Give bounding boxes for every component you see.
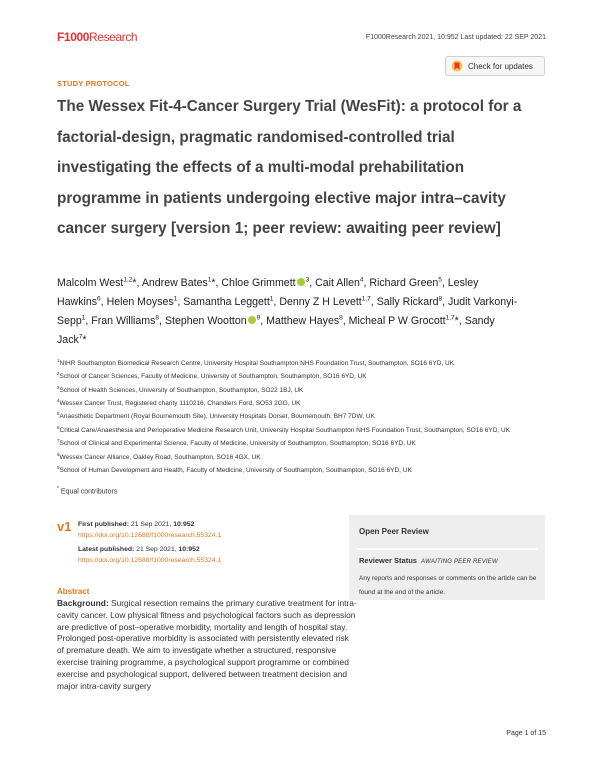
author-name: Micheal P W Grocott (348, 314, 446, 327)
author-separator: , (85, 314, 92, 327)
author-name: Malcolm West (57, 277, 124, 289)
affiliation-number: 2 (57, 371, 60, 377)
version-label: v1 (57, 519, 72, 534)
page-number: Page 1 of 15 (506, 730, 546, 737)
affiliation-number: 9 (57, 464, 60, 470)
affiliation (57, 356, 547, 369)
affiliation-text: School of Health Sciences, University of Southampton, Southampton, SO22 1BJ, UK (59, 386, 304, 394)
journal-logo[interactable] (57, 30, 137, 44)
author[interactable] (91, 315, 165, 327)
author[interactable] (266, 315, 349, 327)
affiliation-number: 4 (57, 398, 60, 404)
author-separator: , (342, 314, 349, 327)
article-meta: F1000Research 2021, 10:952 Last updated: 22 SEP 2021 (365, 34, 546, 41)
affiliation-text: Anaesthetic Department (Royal Bournemouth Site), University Hospitals Dorset, Bournemouth, BH7 7DW, UK (59, 413, 375, 421)
author-name: Andrew Bates (141, 277, 208, 289)
abstract-background-label: Background: (57, 598, 109, 608)
author-name: Samantha Leggett (183, 295, 270, 308)
author-separator: , (260, 314, 267, 327)
author-separator: , (442, 295, 449, 308)
author-name: Chloe Grimmett (221, 277, 296, 289)
author-affiliation-ref: 8 (339, 314, 343, 322)
author-affiliation-ref: 8 (438, 295, 443, 303)
author-name: Sally Rickard (376, 295, 439, 308)
open-peer-review-panel (349, 515, 545, 600)
logo-f1000: F1000 (57, 30, 90, 44)
author[interactable] (279, 296, 376, 308)
reviewer-status (359, 556, 498, 565)
author[interactable] (349, 315, 465, 327)
first-published-date: 21 Sep 2021, (128, 521, 174, 528)
latest-published (78, 546, 200, 553)
first-published-label: First published: (78, 521, 129, 528)
affiliation-number: 8 (57, 451, 60, 457)
affiliation-text: Critical Care/Anaesthesia and Perioperative Medicine Research Unit, University Hospital Southampton NHS Foundation Trust, Southampton, SO16 6YD, UK (59, 426, 511, 434)
affiliation-text: Wessex Cancer Trust, Registered charity 1110216, Chandlers Ford, SO53 2GG, UK (59, 400, 301, 408)
orcid-icon[interactable] (297, 278, 305, 286)
latest-doi-link[interactable]: https://doi.org/10.12688/f1000research.55324.1 (78, 557, 222, 564)
affiliation-text: Wessex Cancer Alliance, Oakley Road, Southampton, SO16 4GX, UK (59, 453, 261, 461)
author-name: Stephen Wootton (164, 314, 247, 327)
bookmark-icon (451, 60, 463, 72)
author-name: Lesley Hawkins (57, 277, 479, 308)
author-separator: , (441, 277, 448, 289)
affiliation-text: NIHR Southampton Biomedical Research Centre, University Hospital Southampton NHS Foundation Trust, Southampton, SO16 6YD, UK (59, 360, 455, 368)
reviewer-status-label: Reviewer Status (359, 556, 417, 565)
author-separator: , (159, 314, 165, 327)
author-affiliation-ref: 1 (269, 295, 274, 303)
logo-research: Research (89, 30, 138, 44)
author-affiliation-ref: 6 (97, 295, 101, 303)
author-name: Judit Varkonyi-Sepp (57, 295, 518, 327)
asterisk: * (57, 486, 59, 492)
author[interactable] (183, 296, 279, 308)
author-name: Denny Z H Levett (279, 295, 362, 308)
affiliation (57, 369, 547, 382)
affiliation-list (57, 356, 547, 476)
abstract-heading: Abstract (57, 587, 90, 596)
latest-published-ref: 10:952 (178, 546, 200, 553)
author-separator: *, (132, 277, 142, 289)
author-separator: , (273, 295, 280, 308)
affiliation-text: School of Human Development and Health, Faculty of Medicine, University of Southampton, Southampton, SO16 6YD, UK (59, 467, 412, 475)
author[interactable] (377, 296, 448, 308)
affiliation (57, 423, 547, 436)
check-updates-label: Check for updates (468, 61, 533, 71)
author[interactable] (315, 277, 369, 289)
affiliation-text: School of Cancer Sciences, Faculty of Medicine, University of Southampton, Southampton, SO16 6YD, UK (59, 373, 367, 381)
author-separator: * (82, 333, 87, 346)
author-affiliation-ref: 1 (207, 276, 212, 284)
author-separator: , (309, 277, 316, 289)
affiliation (57, 409, 547, 422)
author-separator: , (100, 295, 107, 308)
affiliation (57, 450, 547, 463)
author-affiliation-ref: 1,2 (123, 276, 133, 284)
author-affiliation-ref: 9 (256, 314, 261, 322)
author[interactable] (107, 296, 184, 308)
first-doi-link[interactable]: https://doi.org/10.12688/f1000research.55324.1 (78, 532, 222, 539)
author-separator: , (177, 295, 184, 308)
abstract-text: Surgical resection remains the primary curative treatment for intra-cavity cancer. Low physical fitness and psychological factors such as depression are predictive of post–operative morbidity, mortality and length of hospital stay. Prolonged post-operative morbidity is associated with persistently elevated risk of premature death. We aim to investigate whether a structured, responsive exercise training programme, a psychological support programme or combined exercise and psychological support, delivered between treatment decision and major intra-cavity surgery (57, 598, 357, 691)
peer-review-heading: Open Peer Review (359, 527, 429, 536)
first-published-ref: 10:952 (173, 521, 195, 528)
check-for-updates-button[interactable] (445, 56, 545, 76)
affiliation-number: 6 (57, 424, 60, 430)
author-separator: *, (454, 314, 465, 327)
author[interactable] (165, 315, 266, 327)
affiliation (57, 436, 547, 449)
author-name: Sandy Jack (57, 314, 495, 346)
author-name: Helen Moyses (106, 295, 174, 308)
author-affiliation-ref: 1,7 (361, 295, 371, 303)
author[interactable] (142, 277, 222, 289)
author-affiliation-ref: 3 (305, 276, 310, 284)
affiliation-text: School of Clinical and Experimental Science, Faculty of Medicine, University of Southampton, Southampton, SO16 6YD, UK (59, 440, 416, 448)
author-affiliation-ref: 7 (78, 333, 83, 341)
peer-review-note: Any reports and responses or comments on the article can be found at the end of the article. (359, 575, 537, 596)
affiliation (57, 396, 547, 409)
article-type: STUDY PROTOCOL (57, 79, 130, 88)
author-separator: , (370, 295, 377, 308)
orcid-icon[interactable] (248, 316, 256, 324)
author-affiliation-ref: 4 (359, 276, 364, 284)
affiliation-number: 7 (57, 438, 60, 444)
author[interactable] (369, 277, 447, 289)
affiliation-number: 3 (57, 384, 60, 390)
affiliation-number: 1 (57, 358, 60, 363)
author-list (57, 274, 527, 350)
affiliation (57, 383, 547, 396)
affiliation-number: 5 (57, 411, 60, 417)
author-name: Cait Allen (315, 277, 360, 289)
latest-published-date: 21 Sep 2021, (134, 546, 179, 553)
author[interactable] (57, 277, 142, 289)
latest-published-label: Latest published: (78, 546, 135, 553)
author-separator: *, (211, 277, 222, 289)
author-affiliation-ref: 1 (173, 295, 178, 303)
author-name: Richard Green (369, 277, 439, 289)
author-name: Matthew Hayes (266, 314, 340, 327)
author-affiliation-ref: 8 (155, 314, 160, 322)
abstract-body (57, 598, 357, 692)
equal-contributors-text: Equal contributors (60, 488, 118, 496)
author-separator: , (363, 277, 370, 289)
author-affiliation-ref: 1 (81, 314, 86, 322)
panel-divider (357, 548, 537, 550)
author[interactable] (221, 277, 315, 289)
reviewer-status-value: AWAITING PEER REVIEW (421, 559, 498, 565)
affiliation (57, 463, 547, 476)
author-affiliation-ref: 1,7 (445, 314, 455, 322)
equal-contributors-note (57, 486, 117, 495)
article-title: The Wessex Fit-4-Cancer Surgery Trial (WesFit): a protocol for a factorial-design, pragmatic randomised-controlled trial investigating the effects of a multi-modal prehabilitation programme in patients undergoing elective major intra–cavity cancer surgery [version 1; peer review: awaiting peer review] (57, 98, 522, 237)
author-affiliation-ref: 5 (438, 276, 442, 284)
first-published (78, 521, 194, 528)
author-name: Fran Williams (91, 314, 156, 327)
